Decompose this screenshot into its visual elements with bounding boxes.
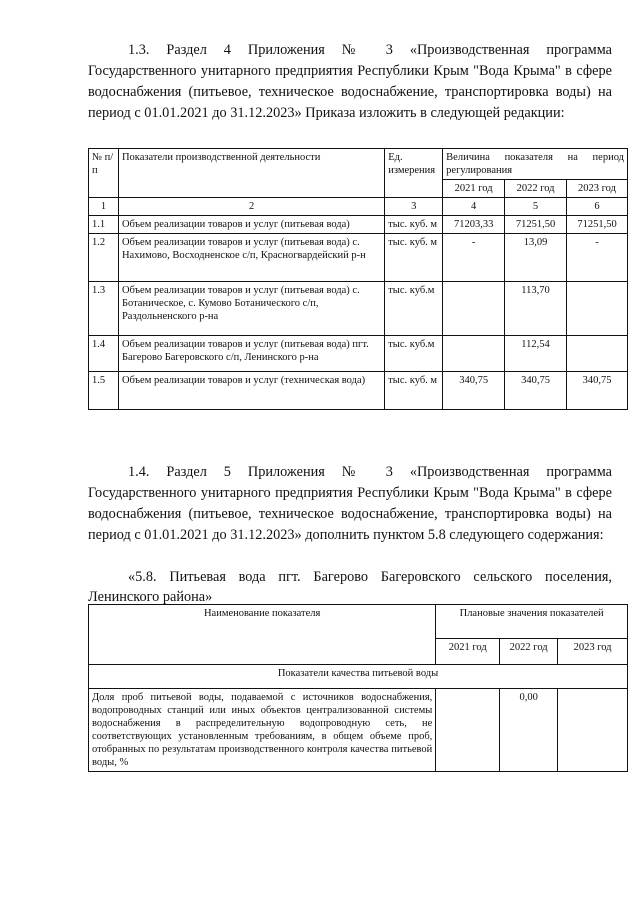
header-name: Наименование показателя <box>89 605 436 665</box>
row-2023 <box>567 282 628 336</box>
row-2022: 71251,50 <box>505 216 567 234</box>
col-number: 3 <box>385 198 443 216</box>
col-number: 2 <box>118 198 384 216</box>
row-num: 1.1 <box>89 216 119 234</box>
header-2023: 2023 год <box>567 180 628 198</box>
col-number: 1 <box>89 198 119 216</box>
column-numbers-row <box>89 198 628 216</box>
row-2023: 71251,50 <box>567 216 628 234</box>
table-row <box>89 689 628 772</box>
table-row <box>89 282 628 336</box>
header-2021: 2021 год <box>443 180 505 198</box>
header-2022: 2022 год <box>500 639 558 665</box>
row-2022: 112,54 <box>505 336 567 372</box>
row-2023: - <box>567 234 628 282</box>
production-indicators-table <box>88 148 628 410</box>
quality-indicators-table <box>88 604 628 772</box>
row-indicator: Объем реализации товаров и услуг (питьевая вода) с. Ботаническое, с. Кумово Ботанического с/п, Раздольненского р-на <box>118 282 384 336</box>
row-unit: тыс. куб.м <box>385 282 443 336</box>
row-name: Доля проб питьевой воды, подаваемой с источников водоснабжения, водопроводных станций или иных объектов централизованной системы водоснабжения в распределительную водопроводную сеть, не соответствующих установленным требованиям, в общем объеме проб, отобранных по результатам производственного контроля качества питьевой воды, % <box>89 689 436 772</box>
row-num: 1.3 <box>89 282 119 336</box>
section-5-8-title: «5.8. Питьевая вода пгт. Багерово Багеровского сельского поселения, Ленинского района» <box>88 569 612 605</box>
row-2022: 340,75 <box>505 372 567 410</box>
table-header-row <box>89 605 628 639</box>
row-2022: 13,09 <box>505 234 567 282</box>
row-indicator: Объем реализации товаров и услуг (питьевая вода) <box>118 216 384 234</box>
header-plan: Плановые значения показателей <box>436 605 628 639</box>
header-value-group: Величина показателя на период регулирования <box>443 149 628 180</box>
row-indicator: Объем реализации товаров и услуг (питьевая вода) пгт. Багерово Багеровского с/п, Ленинского р-на <box>118 336 384 372</box>
col-number: 4 <box>443 198 505 216</box>
row-2021: - <box>443 234 505 282</box>
row-2023 <box>567 336 628 372</box>
header-2022: 2022 год <box>505 180 567 198</box>
row-2021 <box>436 689 500 772</box>
row-num: 1.5 <box>89 372 119 410</box>
table-row <box>89 234 628 282</box>
row-2021: 71203,33 <box>443 216 505 234</box>
col-number: 6 <box>567 198 628 216</box>
row-num: 1.4 <box>89 336 119 372</box>
row-2021: 340,75 <box>443 372 505 410</box>
row-2021 <box>443 336 505 372</box>
header-2021: 2021 год <box>436 639 500 665</box>
row-indicator: Объем реализации товаров и услуг (техническая вода) <box>118 372 384 410</box>
col-number: 5 <box>505 198 567 216</box>
table-row <box>89 216 628 234</box>
row-indicator: Объем реализации товаров и услуг (питьевая вода) с. Нахимово, Восходненское с/п, Красногвардейский р-н <box>118 234 384 282</box>
header-indicator: Показатели производственной деятельности <box>118 149 384 198</box>
row-num: 1.2 <box>89 234 119 282</box>
section-1-4-text: 1.4. Раздел 5 Приложения № 3 «Производственная программа Государственного унитарного предприятия Республики Крым "Вода Крыма" в сфере водоснабжения (питьевое, техническое водоснабжение, транспортировка воды) на период с 01.01.2021 до 31.12.2023» дополнить пунктом 5.8 следующего содержания: <box>88 464 612 543</box>
row-2022: 0,00 <box>500 689 558 772</box>
row-unit: тыс. куб. м <box>385 216 443 234</box>
table-row <box>89 336 628 372</box>
row-unit: тыс. куб. м <box>385 234 443 282</box>
row-unit: тыс. куб.м <box>385 336 443 372</box>
row-2022: 113,70 <box>505 282 567 336</box>
row-unit: тыс. куб. м <box>385 372 443 410</box>
group-title-row <box>89 665 628 689</box>
group-title: Показатели качества питьевой воды <box>89 665 628 689</box>
section-1-3-text: 1.3. Раздел 4 Приложения № 3 «Производственная программа Государственного унитарного предприятия Республики Крым "Вода Крыма" в сфере водоснабжения (питьевое, техническое водоснабжение, транспортировка воды) на период с 01.01.2021 до 31.12.2023» Приказа изложить в следующей редакции: <box>88 42 612 121</box>
row-2021 <box>443 282 505 336</box>
table-header-row <box>89 149 628 180</box>
header-2023: 2023 год <box>558 639 628 665</box>
header-num: № п/п <box>89 149 119 198</box>
table-row <box>89 372 628 410</box>
row-2023: 340,75 <box>567 372 628 410</box>
row-2023 <box>558 689 628 772</box>
header-unit: Ед. измерения <box>385 149 443 198</box>
